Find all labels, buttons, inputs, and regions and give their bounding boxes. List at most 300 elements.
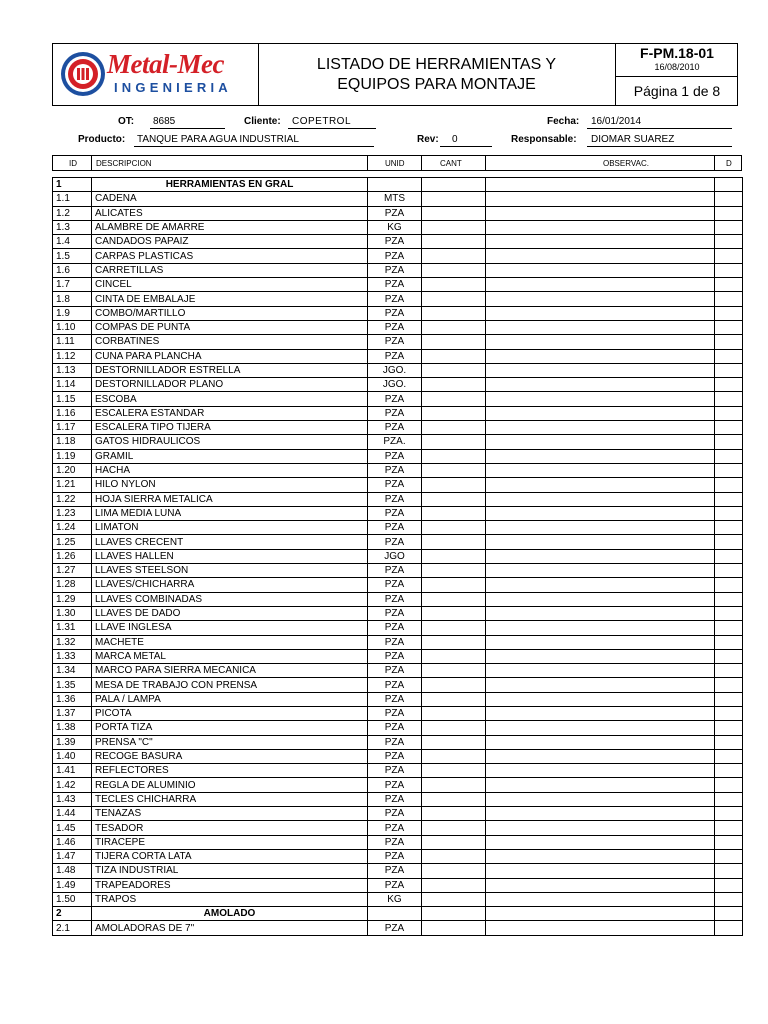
row-unit: PZA [368, 635, 422, 649]
row-unit: PZA [368, 335, 422, 349]
row-d[interactable] [715, 664, 743, 678]
row-quantity[interactable] [422, 406, 486, 420]
row-id: 1.33 [53, 649, 92, 663]
row-quantity[interactable] [422, 363, 486, 377]
cliente-value: COPETROL [292, 116, 352, 127]
ot-label: OT: [118, 116, 135, 127]
row-id: 1.30 [53, 606, 92, 620]
row-d[interactable] [715, 349, 743, 363]
table-row [53, 821, 743, 835]
row-unit: PZA [368, 306, 422, 320]
table-row [53, 363, 743, 377]
row-d[interactable] [715, 478, 743, 492]
row-d[interactable] [715, 749, 743, 763]
row-unit: PZA [368, 449, 422, 463]
row-id: 1.13 [53, 363, 92, 377]
row-d[interactable] [715, 706, 743, 720]
table-row [53, 878, 743, 892]
row-id: 1.17 [53, 421, 92, 435]
row-id: 1.42 [53, 778, 92, 792]
row-d[interactable] [715, 506, 743, 520]
row-unit: PZA [368, 621, 422, 635]
row-observations[interactable] [486, 835, 715, 849]
section-row [53, 907, 743, 921]
row-unit: PZA [368, 864, 422, 878]
row-description: REFLECTORES [92, 764, 368, 778]
row-quantity[interactable] [422, 435, 486, 449]
row-unit: PZA [368, 807, 422, 821]
row-description: HOJA SIERRA METALICA [92, 492, 368, 506]
row-observations[interactable] [486, 721, 715, 735]
row-id: 1 [53, 178, 92, 192]
row-unit: PZA [368, 921, 422, 935]
row-d[interactable] [715, 549, 743, 563]
row-observations[interactable] [486, 921, 715, 935]
row-observations[interactable] [486, 678, 715, 692]
row-description: PICOTA [92, 706, 368, 720]
row-observations[interactable] [486, 792, 715, 806]
row-observations[interactable] [486, 249, 715, 263]
row-description: CUNA PARA PLANCHA [92, 349, 368, 363]
row-description: ALAMBRE DE AMARRE [92, 220, 368, 234]
row-quantity[interactable] [422, 635, 486, 649]
row-d[interactable] [715, 320, 743, 334]
row-quantity[interactable] [422, 220, 486, 234]
row-quantity[interactable] [422, 649, 486, 663]
row-unit: JGO [368, 549, 422, 563]
row-id: 1.31 [53, 621, 92, 635]
row-description: MARCA METAL [92, 649, 368, 663]
row-description: LLAVES/CHICHARRA [92, 578, 368, 592]
row-observations[interactable] [486, 463, 715, 477]
responsable-label: Responsable: [511, 134, 577, 145]
title-line-1: LISTADO DE HERRAMIENTAS Y [316, 55, 557, 73]
table-row [53, 406, 743, 420]
row-id: 1.7 [53, 278, 92, 292]
row-description: COMBO/MARTILLO [92, 306, 368, 320]
row-observations[interactable] [486, 807, 715, 821]
row-unit: MTS [368, 192, 422, 206]
row-observations[interactable] [486, 849, 715, 863]
row-id: 1.24 [53, 521, 92, 535]
table-row [53, 706, 743, 720]
row-quantity[interactable] [422, 864, 486, 878]
row-quantity[interactable] [422, 821, 486, 835]
row-quantity[interactable] [422, 521, 486, 535]
row-d[interactable] [715, 406, 743, 420]
document-title [258, 44, 615, 105]
row-description: REGLA DE ALUMINIO [92, 778, 368, 792]
row-quantity[interactable] [422, 349, 486, 363]
row-d[interactable] [715, 678, 743, 692]
col-id: ID [69, 159, 77, 168]
row-description: LLAVES CRECENT [92, 535, 368, 549]
row-observations[interactable] [486, 335, 715, 349]
row-d[interactable] [715, 864, 743, 878]
row-id: 1.4 [53, 235, 92, 249]
row-observations[interactable] [486, 578, 715, 592]
table-row [53, 292, 743, 306]
row-d[interactable] [715, 649, 743, 663]
row-d[interactable] [715, 606, 743, 620]
row-observations[interactable] [486, 506, 715, 520]
title-line-2: EQUIPOS PARA MONTAJE [337, 75, 536, 93]
row-d[interactable] [715, 220, 743, 234]
row-quantity[interactable] [422, 263, 486, 277]
tools-table [52, 177, 743, 936]
row-quantity[interactable] [422, 192, 486, 206]
row-observations[interactable] [486, 378, 715, 392]
row-quantity[interactable] [422, 320, 486, 334]
row-unit: PZA [368, 492, 422, 506]
row-d[interactable] [715, 907, 743, 921]
row-description: PORTA TIZA [92, 721, 368, 735]
row-d[interactable] [715, 435, 743, 449]
row-description: CINTA DE EMBALAJE [92, 292, 368, 306]
table-row [53, 421, 743, 435]
row-observations[interactable] [486, 549, 715, 563]
row-observations[interactable] [486, 392, 715, 406]
row-d[interactable] [715, 292, 743, 306]
table-row [53, 535, 743, 549]
row-quantity[interactable] [422, 792, 486, 806]
table-row [53, 664, 743, 678]
row-quantity[interactable] [422, 878, 486, 892]
row-id: 1.48 [53, 864, 92, 878]
row-observations[interactable] [486, 649, 715, 663]
row-d[interactable] [715, 306, 743, 320]
row-observations[interactable] [486, 349, 715, 363]
row-quantity[interactable] [422, 392, 486, 406]
row-d[interactable] [715, 692, 743, 706]
row-d[interactable] [715, 849, 743, 863]
row-description: ESCALERA ESTANDAR [92, 406, 368, 420]
table-row [53, 320, 743, 334]
row-observations[interactable] [486, 192, 715, 206]
row-quantity[interactable] [422, 692, 486, 706]
row-quantity[interactable] [422, 421, 486, 435]
row-description: HILO NYLON [92, 478, 368, 492]
row-observations[interactable] [486, 778, 715, 792]
table-row [53, 721, 743, 735]
row-d[interactable] [715, 821, 743, 835]
row-quantity[interactable] [422, 463, 486, 477]
row-d[interactable] [715, 206, 743, 220]
row-observations[interactable] [486, 892, 715, 906]
row-quantity[interactable] [422, 549, 486, 563]
row-quantity[interactable] [422, 721, 486, 735]
row-description: LLAVES DE DADO [92, 606, 368, 620]
row-description: CINCEL [92, 278, 368, 292]
row-d[interactable] [715, 378, 743, 392]
row-observations[interactable] [486, 521, 715, 535]
row-observations[interactable] [486, 907, 715, 921]
row-quantity[interactable] [422, 835, 486, 849]
table-row [53, 564, 743, 578]
row-d[interactable] [715, 449, 743, 463]
row-id: 1.20 [53, 463, 92, 477]
producto-value: TANQUE PARA AGUA INDUSTRIAL [137, 134, 299, 145]
row-quantity[interactable] [422, 807, 486, 821]
row-observations[interactable] [486, 664, 715, 678]
row-d[interactable] [715, 249, 743, 263]
row-unit: PZA [368, 721, 422, 735]
row-observations[interactable] [486, 292, 715, 306]
row-unit: PZA [368, 421, 422, 435]
row-quantity[interactable] [422, 664, 486, 678]
row-d[interactable] [715, 635, 743, 649]
row-unit: PZA [368, 606, 422, 620]
row-quantity[interactable] [422, 249, 486, 263]
row-observations[interactable] [486, 864, 715, 878]
row-d[interactable] [715, 735, 743, 749]
row-observations[interactable] [486, 220, 715, 234]
row-d[interactable] [715, 578, 743, 592]
row-id: 1.28 [53, 578, 92, 592]
table-row [53, 278, 743, 292]
row-id: 1.19 [53, 449, 92, 463]
table-row [53, 592, 743, 606]
row-id: 1.43 [53, 792, 92, 806]
row-id: 1.45 [53, 821, 92, 835]
table-row [53, 678, 743, 692]
row-d[interactable] [715, 192, 743, 206]
row-quantity[interactable] [422, 449, 486, 463]
row-d[interactable] [715, 878, 743, 892]
row-description: LLAVES HALLEN [92, 549, 368, 563]
row-observations[interactable] [486, 206, 715, 220]
fecha-value: 16/01/2014 [591, 116, 642, 127]
row-quantity[interactable] [422, 735, 486, 749]
table-row [53, 764, 743, 778]
row-d[interactable] [715, 178, 743, 192]
table-row [53, 606, 743, 620]
row-d[interactable] [715, 521, 743, 535]
table-row [53, 749, 743, 763]
row-observations[interactable] [486, 320, 715, 334]
row-quantity[interactable] [422, 764, 486, 778]
row-d[interactable] [715, 335, 743, 349]
row-observations[interactable] [486, 749, 715, 763]
row-observations[interactable] [486, 764, 715, 778]
row-id: 1.11 [53, 335, 92, 349]
table-row [53, 892, 743, 906]
row-quantity[interactable] [422, 235, 486, 249]
row-unit: PZA [368, 849, 422, 863]
row-observations[interactable] [486, 635, 715, 649]
page-number: Página 1 de 8 [633, 83, 721, 99]
row-d[interactable] [715, 564, 743, 578]
row-quantity[interactable] [422, 578, 486, 592]
row-unit: PZA [368, 878, 422, 892]
row-observations[interactable] [486, 435, 715, 449]
row-d[interactable] [715, 764, 743, 778]
row-description: TIRACEPE [92, 835, 368, 849]
row-unit: PZA [368, 320, 422, 334]
row-observations[interactable] [486, 706, 715, 720]
row-description: DESTORNILLADOR PLANO [92, 378, 368, 392]
row-quantity[interactable] [422, 206, 486, 220]
table-row [53, 263, 743, 277]
row-d[interactable] [715, 892, 743, 906]
row-d[interactable] [715, 778, 743, 792]
row-observations[interactable] [486, 278, 715, 292]
row-quantity[interactable] [422, 621, 486, 635]
row-observations[interactable] [486, 406, 715, 420]
row-d[interactable] [715, 921, 743, 935]
row-d[interactable] [715, 263, 743, 277]
row-quantity[interactable] [422, 478, 486, 492]
company-logo [53, 44, 259, 105]
responsable-value: DIOMAR SUAREZ [591, 134, 675, 145]
row-d[interactable] [715, 721, 743, 735]
row-id: 1.6 [53, 263, 92, 277]
row-quantity[interactable] [422, 335, 486, 349]
row-id: 1.38 [53, 721, 92, 735]
row-d[interactable] [715, 592, 743, 606]
row-description: CANDADOS PAPAIZ [92, 235, 368, 249]
row-description: TECLES CHICHARRA [92, 792, 368, 806]
row-observations[interactable] [486, 735, 715, 749]
table-row [53, 235, 743, 249]
row-d[interactable] [715, 363, 743, 377]
row-observations[interactable] [486, 535, 715, 549]
form-code: F-PM.18-01 [640, 45, 714, 61]
row-description: PALA / LAMPA [92, 692, 368, 706]
row-description: TIZA INDUSTRIAL [92, 864, 368, 878]
row-d[interactable] [715, 421, 743, 435]
row-observations[interactable] [486, 478, 715, 492]
row-id: 1.18 [53, 435, 92, 449]
col-cant: CANT [440, 159, 462, 168]
table-row [53, 335, 743, 349]
row-observations[interactable] [486, 621, 715, 635]
row-description: CARRETILLAS [92, 263, 368, 277]
row-description: MARCO PARA SIERRA MECANICA [92, 664, 368, 678]
row-id: 1.9 [53, 306, 92, 320]
row-d[interactable] [715, 278, 743, 292]
row-quantity[interactable] [422, 564, 486, 578]
row-quantity[interactable] [422, 592, 486, 606]
section-row [53, 178, 743, 192]
row-unit: PZA [368, 749, 422, 763]
producto-label: Producto: [78, 134, 126, 145]
row-observations[interactable] [486, 263, 715, 277]
row-d[interactable] [715, 235, 743, 249]
row-observations[interactable] [486, 492, 715, 506]
row-observations[interactable] [486, 449, 715, 463]
row-id: 1.10 [53, 320, 92, 334]
row-quantity[interactable] [422, 678, 486, 692]
row-observations[interactable] [486, 821, 715, 835]
table-row [53, 206, 743, 220]
table-row [53, 449, 743, 463]
row-observations[interactable] [486, 421, 715, 435]
row-quantity[interactable] [422, 778, 486, 792]
logo-name: Metal-Mec [107, 49, 224, 79]
row-id: 1.22 [53, 492, 92, 506]
row-d[interactable] [715, 621, 743, 635]
row-d[interactable] [715, 492, 743, 506]
row-quantity[interactable] [422, 921, 486, 935]
row-unit: JGO. [368, 378, 422, 392]
row-description: GATOS HIDRAULICOS [92, 435, 368, 449]
row-unit: KG [368, 220, 422, 234]
row-quantity[interactable] [422, 306, 486, 320]
col-descripcion: DESCRIPCION [96, 159, 152, 168]
row-d[interactable] [715, 792, 743, 806]
row-quantity[interactable] [422, 378, 486, 392]
row-d[interactable] [715, 835, 743, 849]
row-quantity[interactable] [422, 292, 486, 306]
row-observations[interactable] [486, 306, 715, 320]
row-unit: PZA [368, 578, 422, 592]
row-quantity[interactable] [422, 907, 486, 921]
row-description: LIMATON [92, 521, 368, 535]
row-quantity[interactable] [422, 278, 486, 292]
row-d[interactable] [715, 392, 743, 406]
row-unit: PZA [368, 506, 422, 520]
row-description: TESADOR [92, 821, 368, 835]
row-id: 1.44 [53, 807, 92, 821]
row-id: 1.12 [53, 349, 92, 363]
row-unit: PZA [368, 564, 422, 578]
row-description: DESTORNILLADOR ESTRELLA [92, 363, 368, 377]
row-d[interactable] [715, 463, 743, 477]
row-d[interactable] [715, 535, 743, 549]
row-description: RECOGE BASURA [92, 749, 368, 763]
row-observations[interactable] [486, 235, 715, 249]
table-row [53, 735, 743, 749]
table-row [53, 849, 743, 863]
row-quantity[interactable] [422, 178, 486, 192]
table-row [53, 778, 743, 792]
row-observations[interactable] [486, 564, 715, 578]
row-quantity[interactable] [422, 749, 486, 763]
table-row [53, 220, 743, 234]
row-description: LLAVE INGLESA [92, 621, 368, 635]
row-observations[interactable] [486, 592, 715, 606]
row-description: AMOLADORAS DE 7" [92, 921, 368, 935]
row-unit: PZA [368, 349, 422, 363]
table-row [53, 249, 743, 263]
row-observations[interactable] [486, 606, 715, 620]
row-unit: PZA [368, 821, 422, 835]
row-quantity[interactable] [422, 506, 486, 520]
row-quantity[interactable] [422, 606, 486, 620]
row-quantity[interactable] [422, 492, 486, 506]
row-description: TRAPEADORES [92, 878, 368, 892]
table-row [53, 864, 743, 878]
row-id: 1.49 [53, 878, 92, 892]
row-description: AMOLADO [92, 907, 368, 921]
row-observations[interactable] [486, 692, 715, 706]
row-id: 1.8 [53, 292, 92, 306]
row-quantity[interactable] [422, 706, 486, 720]
row-description: TENAZAS [92, 807, 368, 821]
table-row [53, 435, 743, 449]
table-row [53, 792, 743, 806]
row-quantity[interactable] [422, 892, 486, 906]
row-quantity[interactable] [422, 849, 486, 863]
row-quantity[interactable] [422, 535, 486, 549]
row-observations[interactable] [486, 178, 715, 192]
row-observations[interactable] [486, 878, 715, 892]
row-d[interactable] [715, 807, 743, 821]
row-observations[interactable] [486, 363, 715, 377]
row-id: 1.36 [53, 692, 92, 706]
row-id: 1.50 [53, 892, 92, 906]
